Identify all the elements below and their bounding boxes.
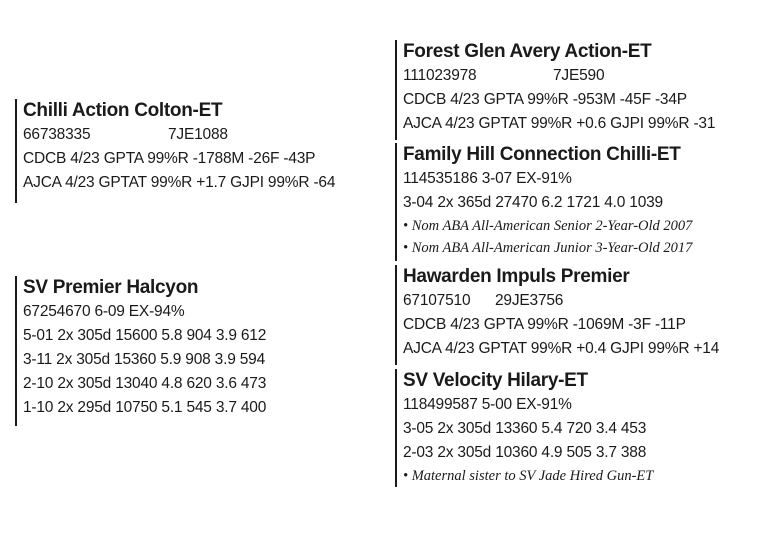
record-row: 2-10 2x 305d 13040 4.8 620 3.6 473 <box>23 375 267 392</box>
registration-id: 66738335 <box>23 126 91 143</box>
animal-name: Family Hill Connection Chilli-ET <box>403 144 681 165</box>
animal-name: Chilli Action Colton-ET <box>23 100 223 121</box>
info-line: 67254670 6-09 EX-94% <box>23 303 185 320</box>
stud-code: 7JE1088 <box>168 126 228 143</box>
award-note: • Nom ABA All-American Senior 2-Year-Old 2007 <box>403 218 693 234</box>
record-row: 3-05 2x 305d 13360 5.4 720 3.4 453 <box>403 420 647 437</box>
cdcb-line: CDCB 4/23 GPTA 99%R -1788M -26F -43P <box>23 150 316 167</box>
stud-code: 7JE590 <box>553 67 605 84</box>
info-line: 114535186 3-07 EX-91% <box>403 170 572 187</box>
id-line <box>23 123 335 147</box>
registration-id: 111023978 <box>403 67 477 84</box>
record-row: 1-10 2x 295d 10750 5.1 545 3.7 400 <box>23 399 267 416</box>
registration-id: 67107510 <box>403 292 471 309</box>
family-hill-connection-chilli <box>395 143 692 261</box>
relation-note: • Maternal sister to SV Jade Hired Gun-ET <box>403 468 654 484</box>
forest-glen-avery-action <box>395 40 715 140</box>
id-line <box>403 289 719 313</box>
ajca-line: AJCA 4/23 GPTAT 99%R +1.7 GJPI 99%R -64 <box>23 174 336 191</box>
animal-name: Hawarden Impuls Premier <box>403 266 630 287</box>
animal-name: SV Premier Halcyon <box>23 277 199 298</box>
cdcb-line: CDCB 4/23 GPTA 99%R -1069M -3F -11P <box>403 316 686 333</box>
ajca-line: AJCA 4/23 GPTAT 99%R +0.4 GJPI 99%R +14 <box>403 340 720 357</box>
record-row: 3-04 2x 365d 27470 6.2 1721 4.0 1039 <box>403 194 663 211</box>
sv-velocity-hilary <box>395 369 653 487</box>
record-row: 5-01 2x 305d 15600 5.8 904 3.9 612 <box>23 327 267 344</box>
award-note: • Nom ABA All-American Junior 3-Year-Old 2017 <box>403 240 693 256</box>
record-row: 2-03 2x 305d 10360 4.9 505 3.7 388 <box>403 444 647 461</box>
hawarden-impuls-premier <box>395 265 719 365</box>
dam-sv-premier-halcyon <box>15 276 266 426</box>
stud-code: 29JE3756 <box>495 292 564 309</box>
record-row: 3-11 2x 305d 15360 5.9 908 3.9 594 <box>23 351 265 368</box>
id-line <box>403 64 715 88</box>
cdcb-line: CDCB 4/23 GPTA 99%R -953M -45F -34P <box>403 91 687 108</box>
info-line: 118499587 5-00 EX-91% <box>403 396 572 413</box>
sire-chilli-action-colton <box>15 99 335 203</box>
animal-name: Forest Glen Avery Action-ET <box>403 41 652 62</box>
ajca-line: AJCA 4/23 GPTAT 99%R +0.6 GJPI 99%R -31 <box>403 115 716 132</box>
animal-name: SV Velocity Hilary-ET <box>403 370 588 391</box>
